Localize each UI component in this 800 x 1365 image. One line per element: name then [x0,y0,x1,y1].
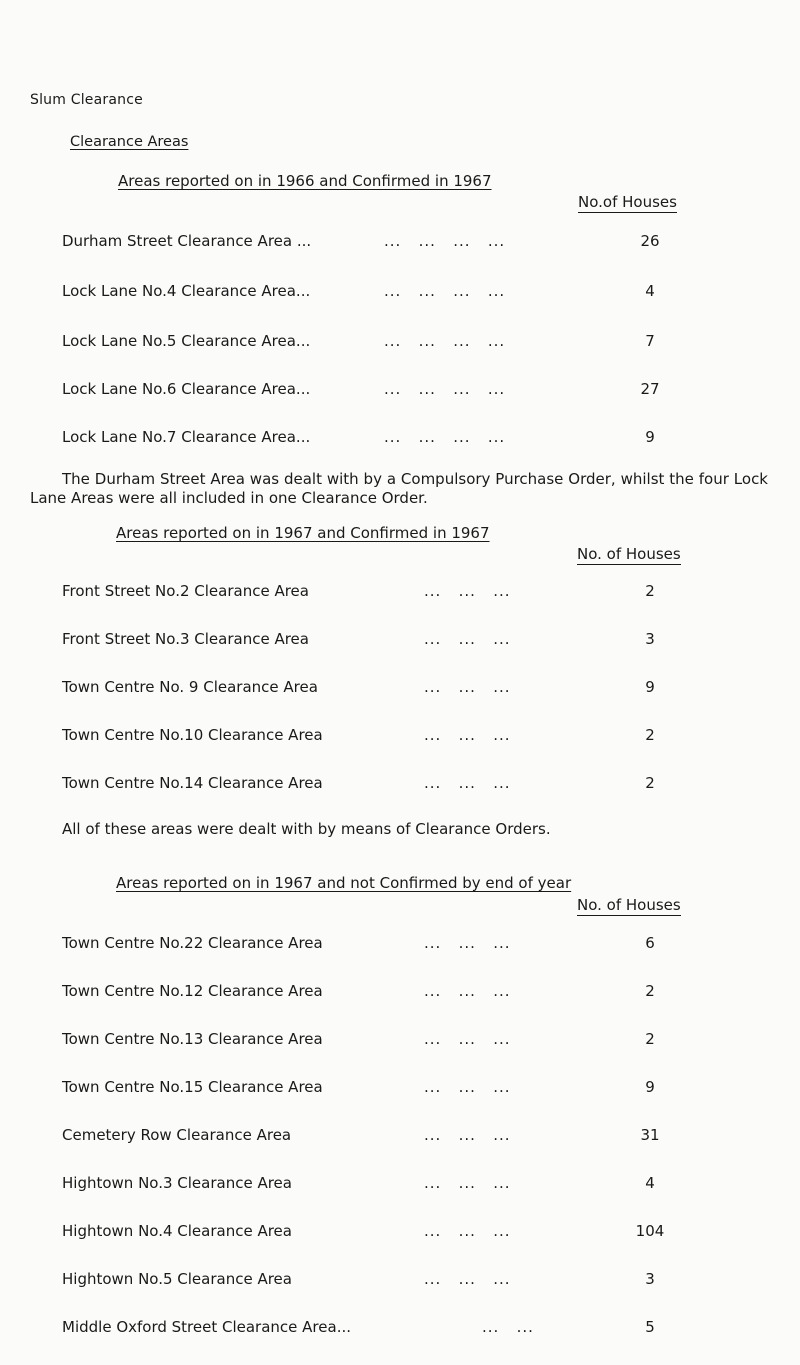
area-name: Town Centre No.13 Clearance Area [62,1030,323,1048]
house-count: 7 [645,332,655,350]
area-name: Hightown No.5 Clearance Area [62,1270,292,1288]
house-count: 2 [645,982,655,1000]
area-name: Town Centre No. 9 Clearance Area [62,678,318,696]
area-name: Front Street No.2 Clearance Area [62,582,309,600]
leader-dots: ... ... ... [424,582,511,600]
section-1-note: The Durham Street Area was dealt with by a Compulsory Purchase Order, whilst the four Lock Lane Areas were all included in one Clearance Order. [30,470,768,507]
house-count: 4 [645,1174,655,1192]
section-2-column-header: No. of Houses [577,545,681,563]
table-row [62,677,742,697]
section-2-heading: Areas reported on in 1967 and Confirmed in 1967 [116,524,490,542]
area-name: Town Centre No.22 Clearance Area [62,934,323,952]
area-name: Hightown No.4 Clearance Area [62,1222,292,1240]
section-3-column-header: No. of Houses [577,896,681,914]
house-count: 104 [635,1222,665,1240]
house-count: 31 [640,1126,660,1144]
table-row [62,1221,742,1241]
leader-dots: ... ... ... [424,678,511,696]
leader-dots: ... ... ... [424,1126,511,1144]
leader-dots: ... ... ... [424,1222,511,1240]
area-name: Cemetery Row Clearance Area [62,1126,292,1144]
leader-dots: ... ... ... [424,1174,511,1192]
house-count: 9 [645,428,655,446]
area-name: Town Centre No.12 Clearance Area [62,982,323,1000]
page-title: Slum Clearance [30,92,143,108]
leader-dots: ... ... ... ... [384,282,506,300]
leader-dots: ... ... ... ... [384,332,506,350]
area-name: Durham Street Clearance Area ... [62,232,312,250]
table-row [62,1269,742,1289]
section-1-column-header: No.of Houses [578,193,677,211]
house-count: 3 [645,1270,655,1288]
area-name: Lock Lane No.7 Clearance Area... [62,428,311,446]
house-count: 5 [645,1318,655,1336]
table-row [62,629,742,649]
table-row [62,933,742,953]
section-1-heading: Areas reported on in 1966 and Confirmed in 1967 [118,172,492,190]
table-row [62,1173,742,1193]
table-row [62,379,742,399]
area-name: Lock Lane No.5 Clearance Area... [62,332,311,350]
table-row [62,231,742,251]
area-name: Lock Lane No.6 Clearance Area... [62,380,311,398]
table-row [62,331,742,351]
area-name: Lock Lane No.4 Clearance Area... [62,282,311,300]
area-name: Town Centre No.14 Clearance Area [62,774,323,792]
table-row [62,725,742,745]
leader-dots: ... ... ... [424,774,511,792]
leader-dots: ... ... [482,1318,534,1336]
house-count: 2 [645,726,655,744]
leader-dots: ... ... ... [424,1078,511,1096]
house-count: 3 [645,630,655,648]
house-count: 27 [640,380,660,398]
leader-dots: ... ... ... [424,726,511,744]
leader-dots: ... ... ... ... [384,232,506,250]
table-row [62,773,742,793]
house-count: 9 [645,678,655,696]
leader-dots: ... ... ... [424,934,511,952]
area-name: Town Centre No.10 Clearance Area [62,726,323,744]
area-name: Middle Oxford Street Clearance Area... [62,1318,351,1336]
table-row [62,281,742,301]
table-row [62,981,742,1001]
house-count: 26 [640,232,660,250]
table-row [62,1317,742,1337]
house-count: 4 [645,282,655,300]
table-row [62,1029,742,1049]
section-2-note: All of these areas were dealt with by means of Clearance Orders. [62,820,551,838]
house-count: 2 [645,774,655,792]
leader-dots: ... ... ... [424,1030,511,1048]
area-name: Hightown No.3 Clearance Area [62,1174,292,1192]
table-row [62,1077,742,1097]
house-count: 2 [645,582,655,600]
leader-dots: ... ... ... [424,630,511,648]
area-name: Town Centre No.15 Clearance Area [62,1078,323,1096]
table-row [62,427,742,447]
leader-dots: ... ... ... ... [384,428,506,446]
leader-dots: ... ... ... [424,1270,511,1288]
table-row [62,581,742,601]
table-row [62,1125,742,1145]
area-name: Front Street No.3 Clearance Area [62,630,309,648]
house-count: 2 [645,1030,655,1048]
subtitle: Clearance Areas [70,134,189,150]
house-count: 9 [645,1078,655,1096]
house-count: 6 [645,934,655,952]
leader-dots: ... ... ... [424,982,511,1000]
section-3-heading: Areas reported on in 1967 and not Confirmed by end of year [116,874,572,892]
leader-dots: ... ... ... ... [384,380,506,398]
